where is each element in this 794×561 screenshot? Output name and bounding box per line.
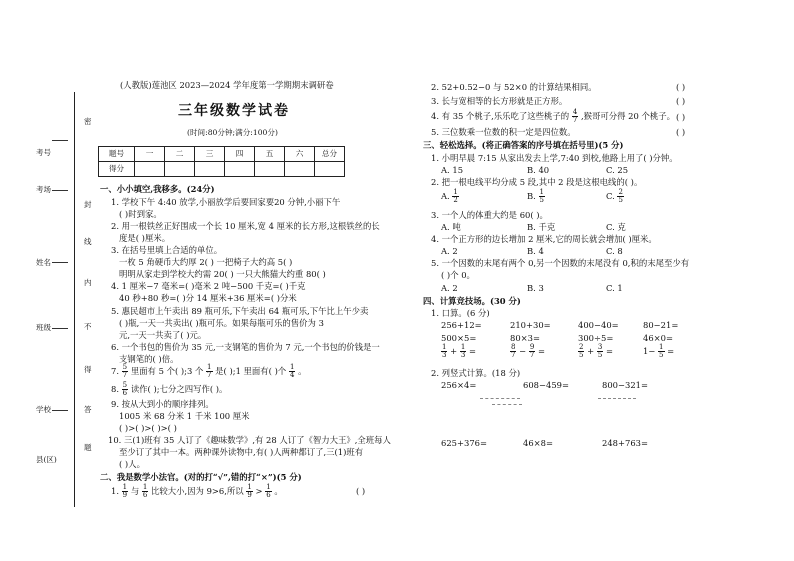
question-text: 1. $\frac{1}{9}$ 与 $\frac{1}{6}$ 比较大小,因为 9>6,所以 $\frac{1}{9}$ > $\frac{1}{6}$ 。 — [111, 483, 283, 499]
score-cell: 五 — [255, 147, 285, 162]
option[interactable]: B. 4 — [527, 246, 544, 256]
question-text: 2. 用一根铁丝正好围成一个长 10 厘米,宽 4 厘米的长方形,这根铁丝的长 — [111, 221, 380, 231]
oral-calc: 80−21= — [643, 320, 679, 330]
score-table-header-row — [99, 147, 345, 162]
question-text: ( )时到家。 — [119, 209, 162, 219]
score-cell: 一 — [135, 147, 165, 162]
time-note: (时间:80分钟;满分:100分) — [187, 128, 278, 137]
option[interactable]: A. 吨 — [441, 222, 461, 232]
label-county: 县(区) — [36, 455, 57, 464]
field-line — [52, 328, 68, 329]
vertical-calc: 608−459= — [523, 380, 570, 390]
question-text: 一枚 5 角硬币大约厚 2( ) 一把椅子大约高 5( ) — [119, 257, 293, 267]
seal-char: 密 — [84, 117, 92, 126]
label-banji: 班级 — [36, 323, 51, 332]
question-text: ( )瓶,一天一共卖出( )瓶可乐。如果每瓶可乐的售价为 3 — [119, 318, 324, 328]
label-kaochang: 考场 — [36, 185, 51, 194]
answer-paren[interactable]: ( ) — [676, 82, 686, 92]
vertical-calc: 248+763= — [602, 438, 649, 448]
scan-artifact — [480, 398, 520, 399]
oral-calc: 256+12= — [441, 320, 482, 330]
binding-line — [74, 92, 75, 507]
score-input-cell[interactable] — [285, 162, 315, 177]
option[interactable]: C. 克 — [606, 222, 626, 232]
question-text: ( )个 0。 — [441, 270, 475, 280]
question-text: 10. 三(1)班有 35 人订了《趣味数学》,有 28 人订了《智力大王》,全班每人 — [108, 435, 391, 445]
vertical-calc: 625+376= — [441, 438, 488, 448]
question-text: 支钢笔的( )倍。 — [119, 354, 179, 364]
fraction: $\frac{2}{5}$ — [618, 188, 623, 204]
oral-calc: $\frac{8}{7}$ − $\frac{9}{7}$ = — [511, 343, 546, 359]
option[interactable]: A. 2 — [441, 246, 458, 256]
question-text: ( )>( )>( )>( ) — [119, 423, 177, 433]
question-text: 1005 米 68 分米 1 千米 100 厘米 — [119, 411, 250, 421]
oral-calc: $\frac{1}{3}$ + $\frac{1}{3}$ = — [442, 343, 477, 359]
exam-source-line: (人教版)莲池区 2023—2024 学年度第一学期期末调研卷 — [120, 80, 334, 90]
section-heading: 一、小小填空,我移多。(24分) — [100, 184, 215, 194]
question-text: ( )人。 — [119, 459, 145, 469]
q8-text: 读作( );七分之四写作( )。 — [130, 384, 228, 394]
fraction: $\frac{1}{9}$ — [247, 483, 252, 499]
question-text: 4. 1 厘米−7 毫米=( )毫米 2 吨−500 千克=( )千克 — [111, 281, 306, 291]
option[interactable]: B. 3 — [527, 283, 544, 293]
question-text: 3. 在括号里填上合适的单位。 — [111, 245, 223, 255]
score-input-cell[interactable] — [165, 162, 195, 177]
question-text: 2. 列竖式计算。(18 分) — [431, 368, 521, 378]
question-text: 3. 长与宽相等的长方形就是正方形。 — [431, 96, 568, 106]
score-cell: 得分 — [99, 162, 135, 177]
option[interactable]: C. 8 — [606, 246, 623, 256]
answer-paren[interactable]: ( ) — [676, 96, 686, 106]
question-text: 5. 惠民超市上午卖出 89 瓶可乐,下午卖出 64 瓶可乐,下午比上午少卖 — [111, 306, 369, 316]
oral-calc: 210+30= — [510, 320, 551, 330]
score-cell: 六 — [285, 147, 315, 162]
option[interactable]: B. 千克 — [527, 222, 556, 232]
seal-char: 答 — [84, 405, 92, 414]
question-text: 5. 一个因数的末尾有两个 0,另一个因数的末尾没有 0,积的末尾至少有 — [431, 258, 690, 268]
seal-char: 不 — [84, 322, 92, 331]
question-text: 40 秒+80 秒=( )分 14 厘米+36 厘米=( )分米 — [119, 293, 297, 303]
fraction: $\frac{1}{9}$ — [122, 483, 128, 499]
vertical-calc: 256×4= — [441, 380, 477, 390]
page-title: 三年级数学试卷 — [178, 103, 290, 119]
score-input-cell[interactable] — [225, 162, 255, 177]
score-cell: 题号 — [99, 147, 135, 162]
question-text: 9. 按从大到小的顺序排列。 — [111, 399, 214, 409]
option[interactable]: C. 1 — [606, 283, 623, 293]
q8-number: 8. — [111, 384, 119, 394]
q7-number: 7. — [111, 366, 119, 376]
question-text: 至少订了其中一本。两种课外读物中,有( )人两种都订了,三(1)班有 — [119, 447, 364, 457]
oral-calc: 46×0= — [643, 333, 674, 343]
fraction: $\frac{4}{7}$ — [572, 108, 578, 124]
question-text: 6. 一个书包的售价为 35 元,一支钢笔的售价为 7 元,一个书包的价钱是一 — [111, 342, 380, 352]
question-text: 2. 52+0.52−0 与 52×0 的计算结果相同。 — [431, 82, 597, 92]
answer-paren[interactable]: ( ) — [676, 127, 686, 137]
score-input-cell[interactable] — [315, 162, 345, 177]
oral-calc: 300÷5= — [578, 333, 614, 343]
fraction: $\frac{1}{7}$ — [207, 363, 212, 379]
question-text: 度是( )厘米。 — [119, 233, 171, 243]
question-text: 4. 有 35 个桃子,乐乐吃了这些桃子的 $\frac{4}{7}$ ,猴哥可分得 20 个桃子。 — [431, 108, 676, 124]
fraction: $\frac{5}{6}$ — [122, 381, 128, 397]
field-line — [52, 140, 68, 141]
seal-char: 封 — [84, 200, 92, 209]
question-text: 1. 小明早晨 7:15 从家出发去上学,7:40 到校,他路上用了( )分钟。 — [431, 153, 678, 163]
question-text: 3. 一个人的体重大约是 60( )。 — [431, 210, 548, 220]
option[interactable]: A. 15 — [441, 165, 464, 175]
score-input-cell[interactable] — [135, 162, 165, 177]
section-heading: 三、轻松选择。(将正确答案的序号填在括号里)(5 分) — [423, 140, 624, 150]
question-text: 1. 学校下午 4:40 放学,小丽放学后要回家要20 分钟,小丽下午 — [111, 197, 341, 207]
score-cell: 二 — [165, 147, 195, 162]
oral-calc: 1− $\frac{1}{5}$ = — [643, 343, 675, 359]
option[interactable]: B. $\frac{1}{5}$ — [527, 188, 544, 204]
section-heading: 四、计算竞技场。(30 分) — [423, 296, 521, 306]
label-xuexiao: 学校 — [36, 405, 51, 414]
score-table — [98, 146, 345, 177]
fraction: $\frac{1}{6}$ — [266, 483, 271, 499]
option[interactable]: A. 2 — [441, 283, 458, 293]
oral-calc: $\frac{2}{5}$ + $\frac{3}{5}$ = — [579, 343, 614, 359]
seal-char: 线 — [84, 237, 92, 246]
fraction: $\frac{1}{4}$ — [289, 363, 295, 379]
option[interactable]: A. $\frac{1}{2}$ — [441, 188, 458, 204]
fraction: $\frac{5}{7}$ — [122, 363, 128, 379]
fraction: $\frac{1}{6}$ — [142, 483, 148, 499]
question-text: 1. 口算。(6 分) — [431, 308, 490, 318]
oral-calc: 400−40= — [578, 320, 619, 330]
fraction: $\frac{1}{2}$ — [453, 188, 458, 204]
score-table-score-row — [99, 162, 345, 177]
answer-paren[interactable]: ( ) — [676, 112, 686, 122]
seal-char: 题 — [84, 443, 92, 452]
question-text: 5. 三位数乘一位数的积一定是四位数。 — [431, 127, 576, 137]
scan-artifact — [598, 398, 636, 399]
option[interactable]: C. $\frac{2}{5}$ — [606, 188, 623, 204]
question-text: 4. 一个正方形的边长增加 2 厘米,它的周长就会增加( )厘米。 — [431, 234, 657, 244]
question-text: 2. 把一根电线平均分成 5 段,其中 2 段是这根电线的( )。 — [431, 177, 643, 187]
section-heading: 二、我是数学小法官。(对的打“√”,错的打“×”)(5 分) — [100, 472, 302, 482]
option[interactable]: B. 40 — [527, 165, 550, 175]
fraction: $\frac{1}{5}$ — [539, 188, 544, 204]
label-xingming: 姓名 — [36, 258, 51, 267]
seal-char: 得 — [84, 365, 92, 374]
field-line — [52, 190, 68, 191]
q7-text: 里面有 5 个( );3 个 — [130, 366, 204, 376]
vertical-calc: 46×8= — [523, 438, 554, 448]
score-cell: 三 — [195, 147, 225, 162]
score-cell: 四 — [225, 147, 255, 162]
oral-calc: 500×5= — [441, 333, 477, 343]
field-line — [52, 262, 68, 263]
question-text: 元,一天一共卖了( )元。 — [119, 330, 207, 340]
question-text — [111, 382, 227, 397]
vertical-calc: 800−321= — [602, 380, 649, 390]
score-input-cell[interactable] — [195, 162, 225, 177]
oral-calc: 80×3= — [510, 333, 541, 343]
answer-paren[interactable]: ( ) — [356, 486, 366, 496]
score-input-cell[interactable] — [255, 162, 285, 177]
question-text: 7. $\frac{5}{7}$ 里面有 5 个( );3 个 $\frac{1}{7}$ 是( );1 里面有( )个 $\frac{1}{4}$ 。 — [111, 363, 307, 379]
scan-artifact — [492, 404, 522, 405]
question-text: 明明从家走到学校大约需 20( ) 一只大熊猫大约重 80( ) — [119, 269, 326, 279]
q7-text: 是( );1 里面有( )个 — [215, 366, 287, 376]
option[interactable]: C. 25 — [606, 165, 629, 175]
seal-char: 内 — [84, 278, 92, 287]
score-cell: 总分 — [315, 147, 345, 162]
label-kaohao: 考号 — [36, 148, 51, 157]
field-line — [52, 410, 68, 411]
